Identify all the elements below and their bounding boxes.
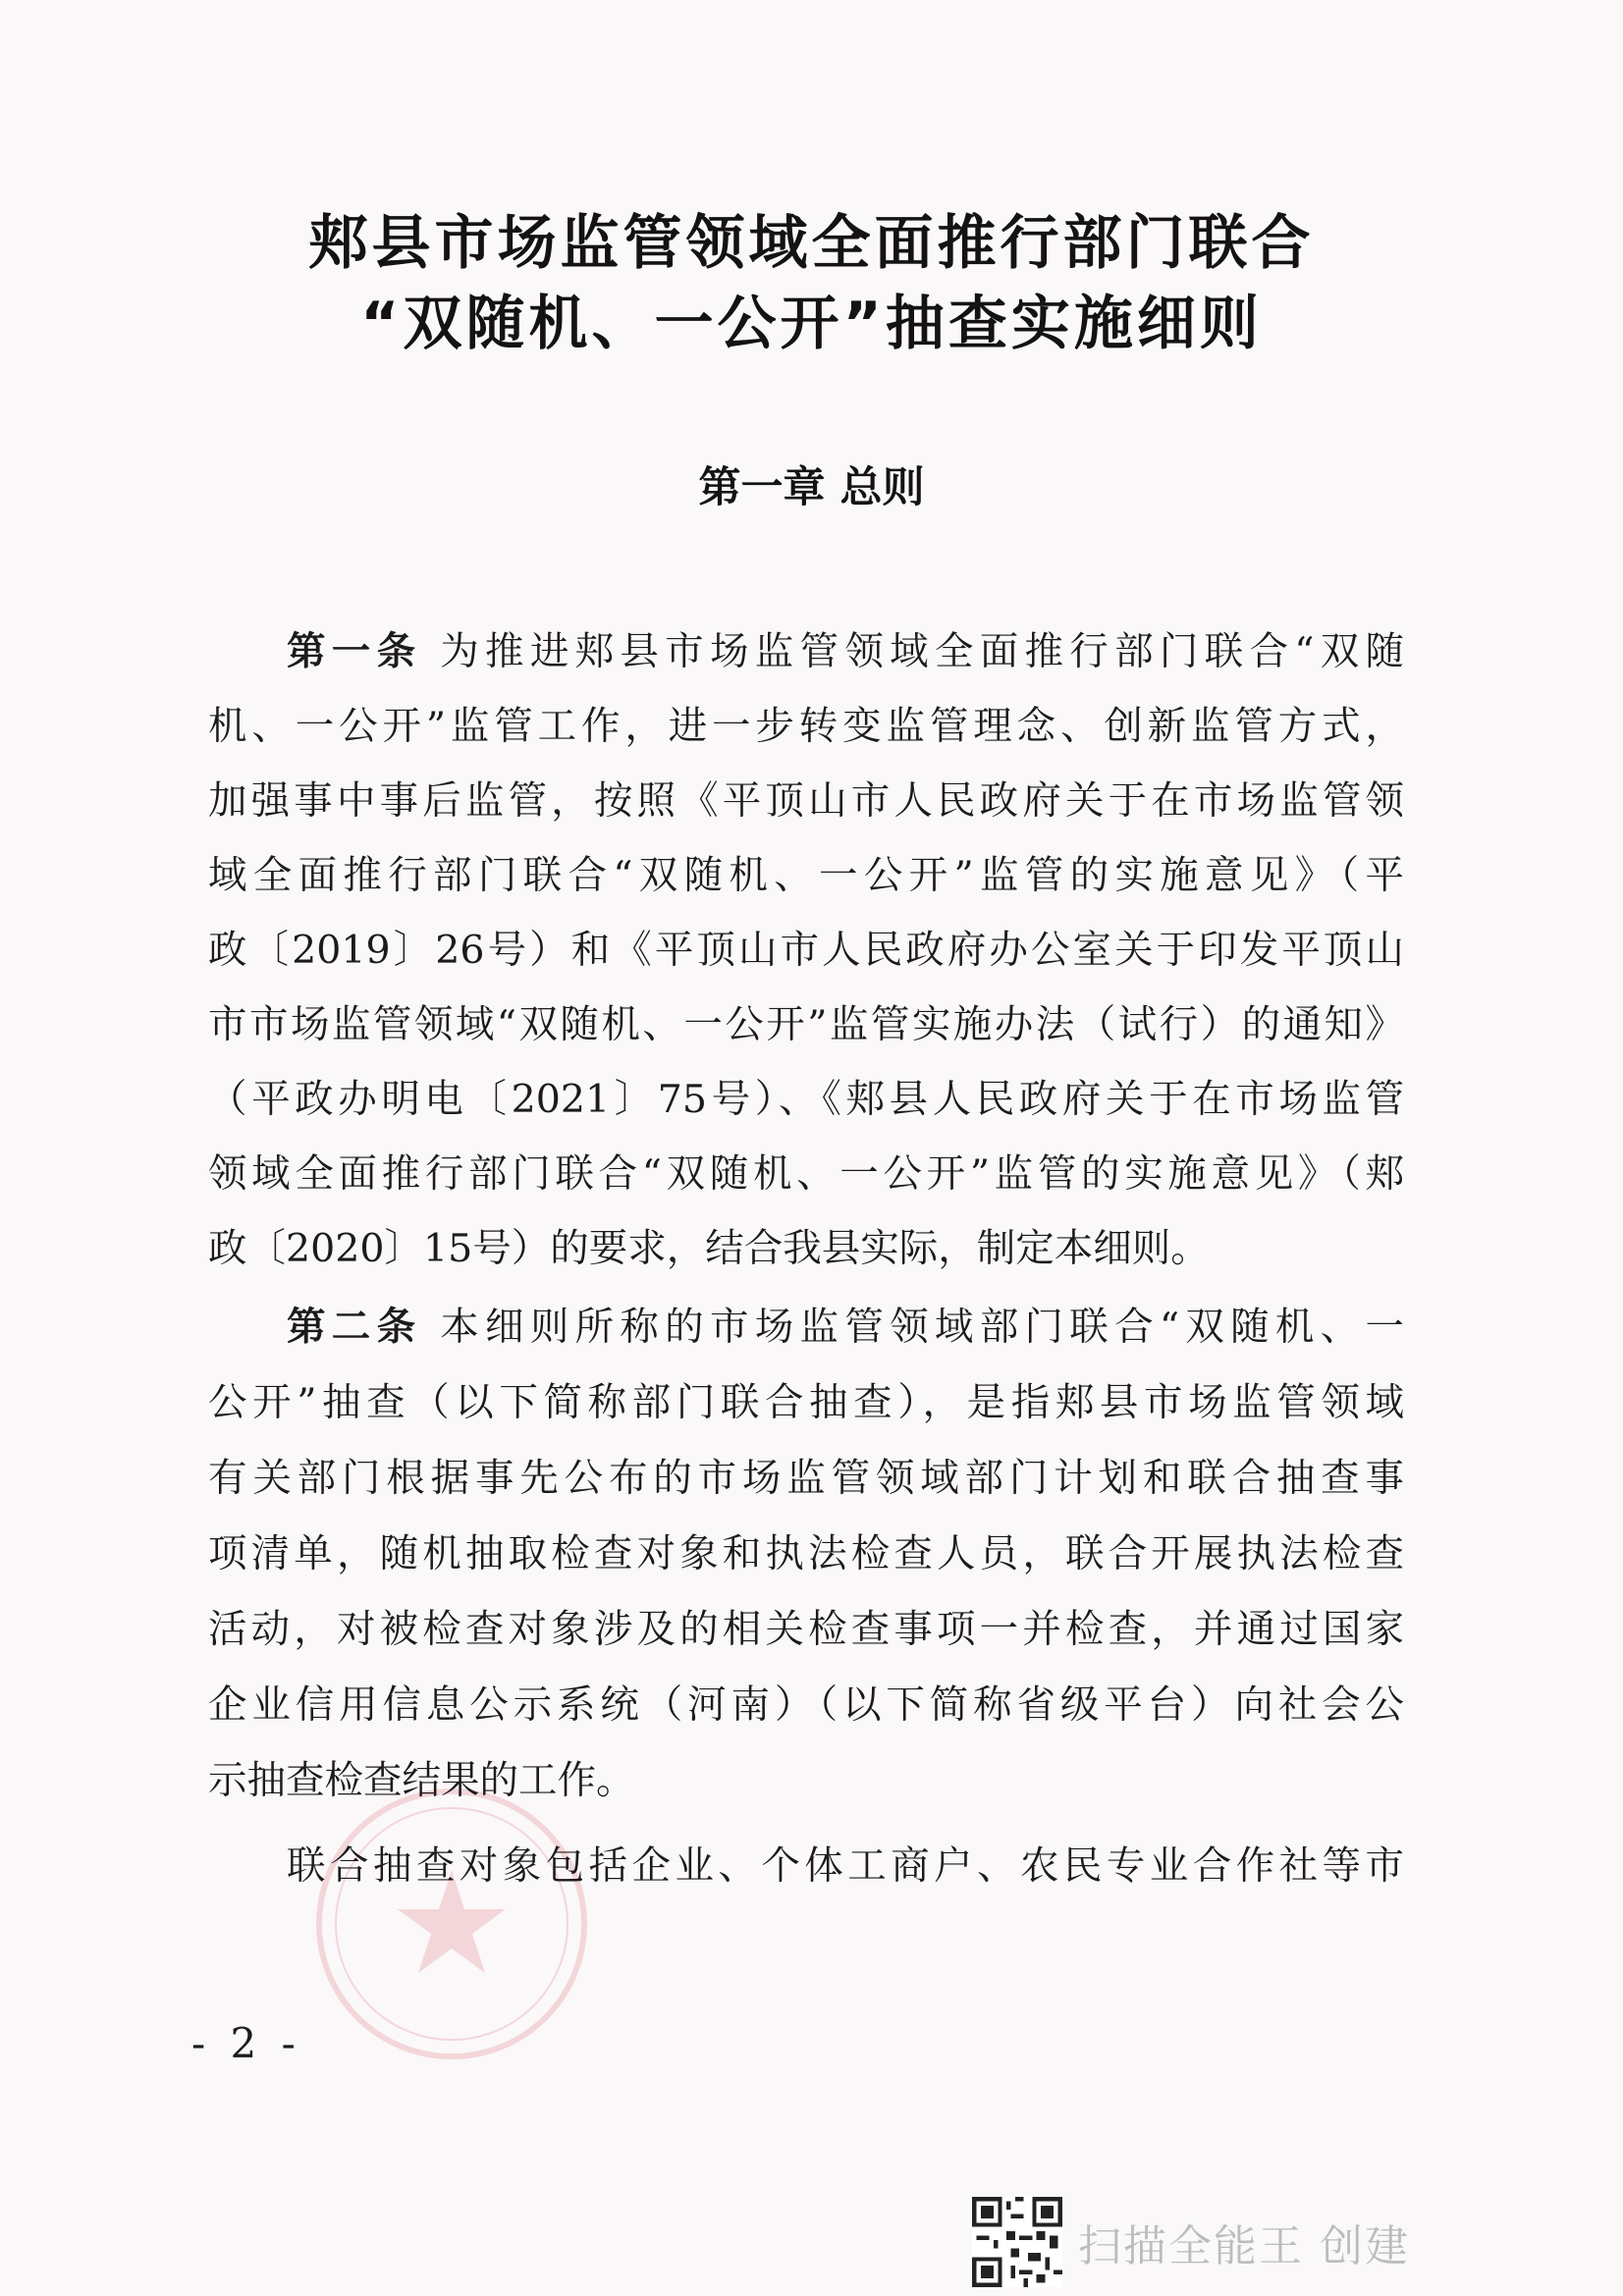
article-1-line: 政〔2019〕26号）和《平顶山市人民政府办公室关于印发平顶山 <box>208 928 1404 973</box>
article-1-line: （平政办明电〔2021〕75号）、《郏县人民政府关于在市场监管 <box>208 1077 1404 1122</box>
article-1-line: 领域全面推行部门联合“双随机、一公开”监管的实施意见》（郏 <box>208 1151 1404 1197</box>
article-2-line: 有关部门根据事先公布的市场监管领域部门计划和联合抽查事 <box>208 1456 1404 1501</box>
watermark-text: 扫描全能王 创建 <box>1078 2221 1410 2271</box>
paragraph-3-line: 联合抽查对象包括企业、个体工商户、农民专业合作社等市 <box>287 1843 1404 1889</box>
qr-code-icon <box>972 2197 1062 2287</box>
document-title-line-2: “双随机、一公开”抽查实施细则 <box>360 290 1263 358</box>
page-number: - 2 - <box>191 2019 301 2067</box>
chapter-heading: 第一章 总则 <box>698 463 925 512</box>
article-2-line: 公开”抽查（以下简称部门联合抽查），是指郏县市场监管领域 <box>208 1380 1404 1425</box>
article-1-line: 第一条 为推进郏县市场监管领域全面推行部门联合“双随 <box>287 629 1405 674</box>
article-1-line: 域全面推行部门联合“双随机、一公开”监管的实施意见》（平 <box>208 853 1404 898</box>
article-1-line: 加强事中事后监管，按照《平顶山市人民政府关于在市场监管领 <box>208 778 1404 824</box>
document-title-line-1: 郏县市场监管领域全面推行部门联合 <box>308 209 1315 278</box>
article-2-line: 示抽查检查结果的工作。 <box>208 1758 635 1803</box>
article-1-line: 市市场监管领域“双随机、一公开”监管实施办法（试行）的通知》 <box>208 1002 1404 1047</box>
article-2-line: 企业信用信息公示系统（河南）（以下简称省级平台）向社会公 <box>208 1682 1404 1728</box>
scanner-watermark <box>972 2197 1410 2287</box>
article-2-line: 第二条 本细则所称的市场监管领域部门联合“双随机、一 <box>287 1305 1405 1350</box>
article-1-line: 机、一公开”监管工作，进一步转变监管理念、创新监管方式， <box>208 704 1404 749</box>
article-2-line: 项清单，随机抽取检查对象和执法检查人员，联合开展执法检查 <box>208 1531 1404 1576</box>
article-2-label: 第二条 <box>287 1305 422 1350</box>
article-1-line: 政〔2020〕15号）的要求，结合我县实际，制定本细则。 <box>208 1226 1210 1271</box>
red-seal-stamp <box>304 1777 697 2071</box>
article-2-line: 活动，对被检查对象涉及的相关检查事项一并检查，并通过国家 <box>208 1607 1404 1652</box>
article-1-label: 第一条 <box>287 629 422 674</box>
